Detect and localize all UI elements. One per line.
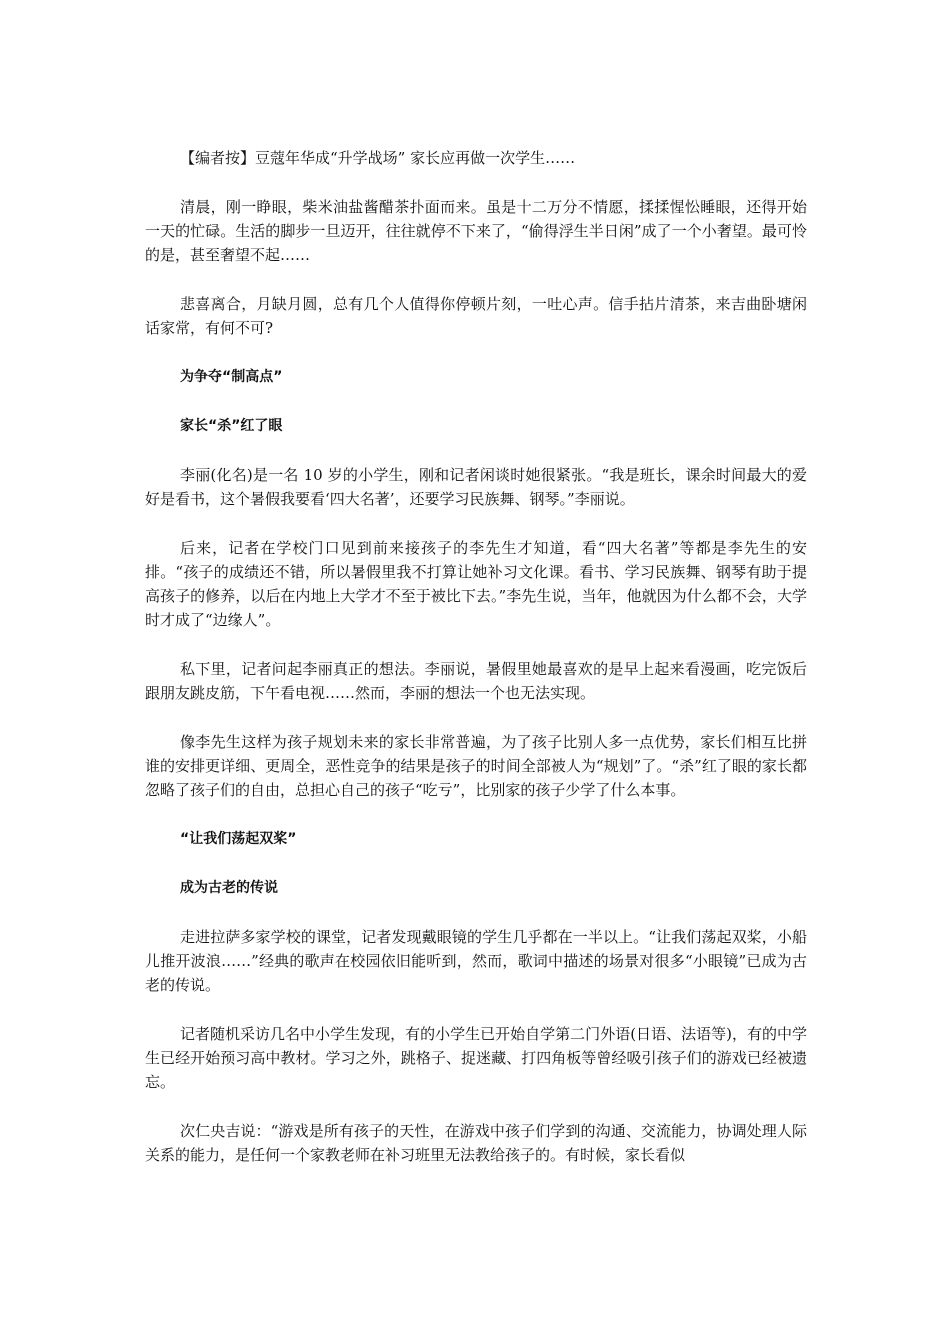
editor-note: 【编者按】豆蔻年华成“升学战场” 家长应再做一次学生…… — [180, 149, 576, 167]
document-page — [145, 146, 807, 1192]
section-heading-1a: 为争夺“制高点” — [180, 369, 283, 385]
paragraph-private: 私下里，记者问起李丽真正的想法。李丽说，暑假里她最喜欢的是早上起来看漫画，吃完饭后跟朋友跳皮筋，下午看电视……然而，李丽的想法一个也无法实现。 — [145, 660, 807, 702]
paragraph-quote: 次仁央吉说：“游戏是所有孩子的天性，在游戏中孩子们学到的沟通、交流能力，协调处理人际关系的能力，是任何一个家教老师在补习班里无法教给孩子的。有时候，家长看似 — [145, 1122, 807, 1164]
section-heading-1b: 家长“杀”红了眼 — [180, 418, 283, 434]
section-heading-2b: 成为古老的传说 — [180, 880, 278, 896]
paragraph-mr-li: 后来，记者在学校门口见到前来接孩子的李先生才知道，看“四大名著”等都是李先生的安排。“孩子的成绩还不错，所以暑假里我不打算让她补习文化课。看书、学习民族舞、钢琴有助于提高孩子的修养，以后在内地上大学才不至于被比下去。”李先生说，当年，他就因为什么都不会，大学时才成了“边缘人”。 — [145, 539, 807, 629]
paragraph-classroom: 走进拉萨多家学校的课堂，记者发现戴眼镜的学生几乎都在一半以上。“让我们荡起双桨，小船儿推开波浪……”经典的歌声在校园依旧能听到，然而，歌词中描述的场景对很多“小眼镜”已成为古老的传说。 — [145, 928, 807, 994]
paragraph-parents: 像李先生这样为孩子规划未来的家长非常普遍，为了孩子比别人多一点优势，家长们相互比拼谁的安排更详细、更周全，恶性竞争的结果是孩子的时间全部被人为“规划”了。“杀”红了眼的家长都忽略了孩子们的自由，总担心自己的孩子“吃亏”，比别家的孩子少学了什么本事。 — [145, 733, 807, 799]
paragraph-greeting: 悲喜离合，月缺月圆，总有几个人值得你停顿片刻，一吐心声。信手拈片清茶，来吉曲卧塘闲话家常，有何不可? — [145, 295, 807, 337]
section-heading-2a: “让我们荡起双桨” — [180, 831, 297, 847]
paragraph-interview: 记者随机采访几名中小学生发现，有的小学生已开始自学第二门外语(日语、法语等)，有的中学生已经开始预习高中教材。学习之外，跳格子、捉迷藏、打四角板等曾经吸引孩子们的游戏已经被遗忘。 — [145, 1025, 807, 1091]
paragraph-intro: 清晨，刚一睁眼，柴米油盐酱醋茶扑面而来。虽是十二万分不情愿，揉揉惺忪睡眼，还得开始一天的忙碌。生活的脚步一旦迈开，往往就停不下来了，“偷得浮生半日闲”成了一个小奢望。最可怜的是，甚至奢望不起…… — [145, 198, 807, 264]
paragraph-li-li: 李丽(化名)是一名 10 岁的小学生，刚和记者闲谈时她很紧张。“我是班长，课余时间最大的爱好是看书，这个暑假我要看‘四大名著’，还要学习民族舞、钢琴。”李丽说。 — [145, 466, 807, 508]
